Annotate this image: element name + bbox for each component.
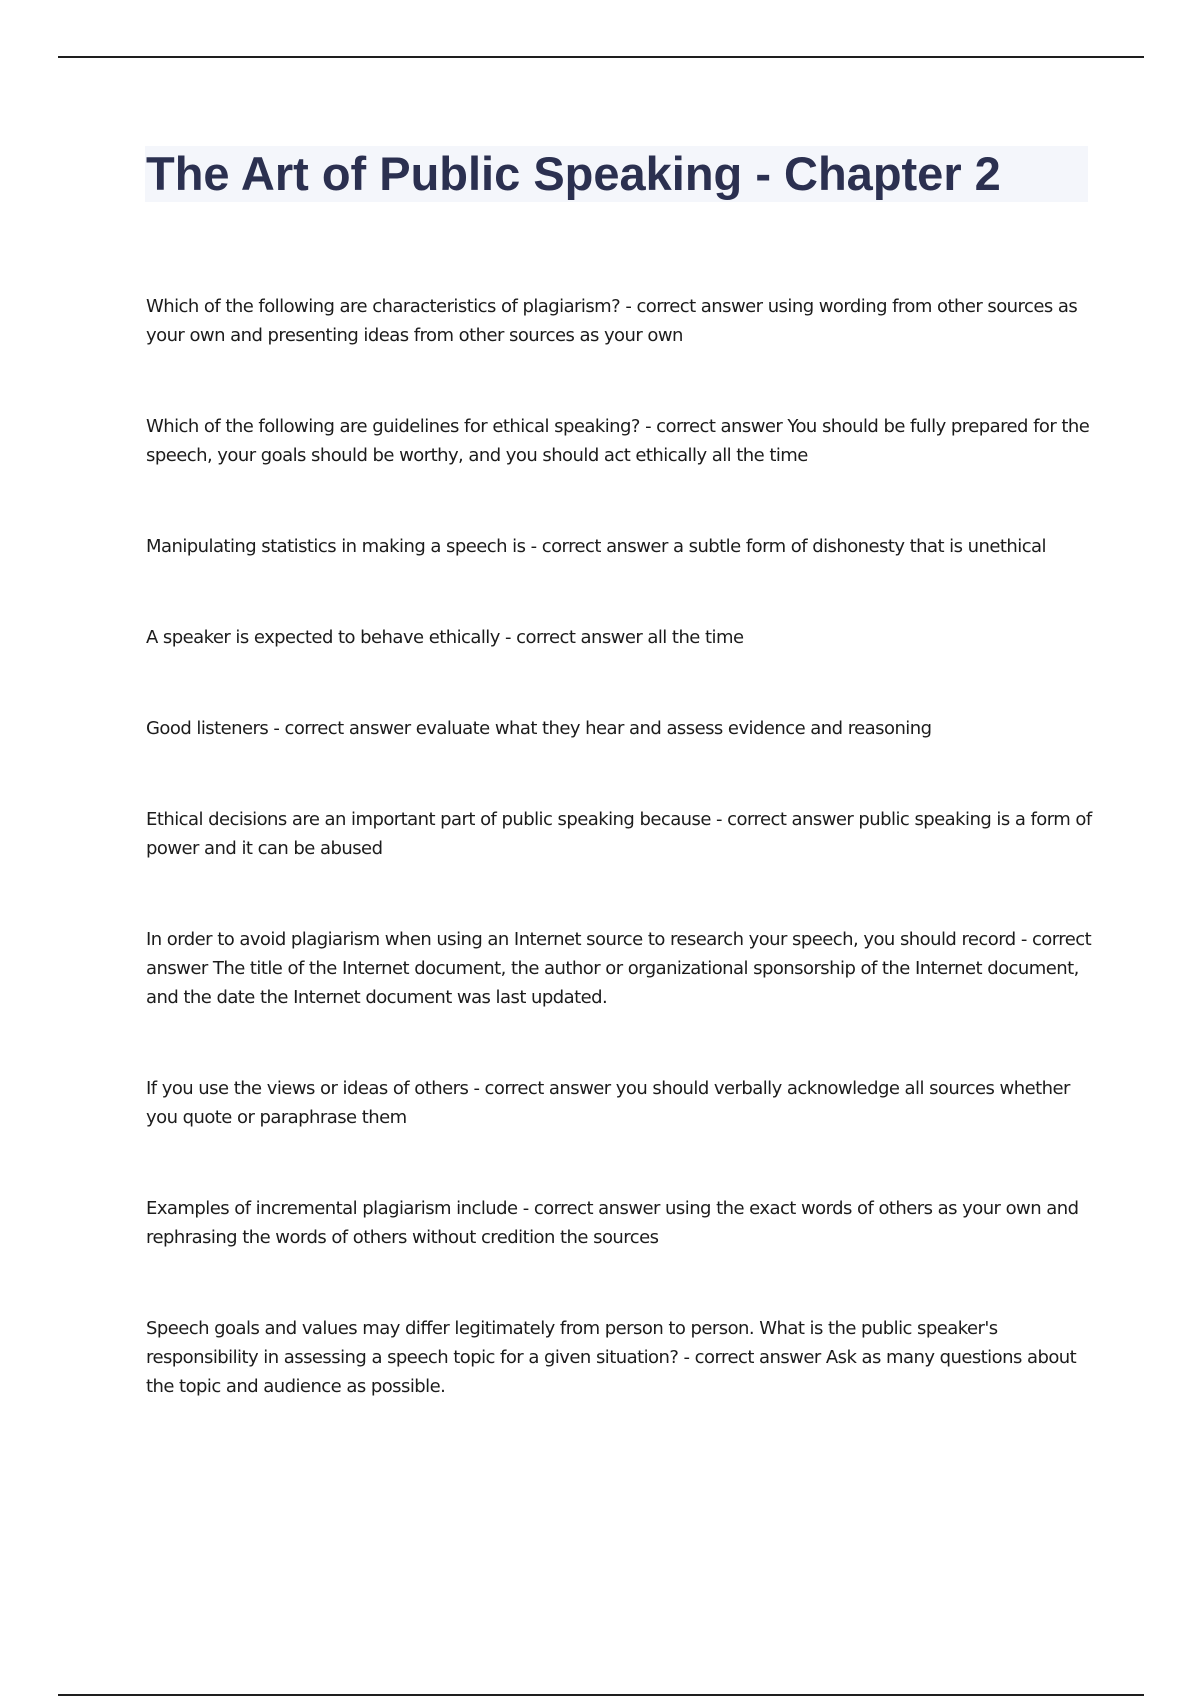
document-title: The Art of Public Speaking - Chapter 2: [146, 147, 1001, 200]
footer-rule: [58, 1694, 1144, 1696]
qa-item-4: A speaker is expected to behave ethically - correct answer all the time: [146, 627, 744, 648]
qa-item-6: Ethical decisions are an important part of public speaking because - correct answer public speaking is a form of power and it can be abused: [146, 809, 1092, 859]
qa-item-5: Good listeners - correct answer evaluate what they hear and assess evidence and reasoning: [146, 718, 932, 739]
qa-item-2: Which of the following are guidelines for ethical speaking? - correct answer You should be fully prepared for the speech, your goals should be worthy, and you should act ethically all the time: [146, 416, 1090, 466]
header-rule: [58, 56, 1144, 58]
qa-item-9: Examples of incremental plagiarism include - correct answer using the exact words of others as your own and rephrasing the words of others without credition the sources: [146, 1198, 1079, 1248]
qa-item-3: Manipulating statistics in making a speech is - correct answer a subtle form of dishonesty that is unethical: [146, 536, 1046, 557]
qa-list: [146, 292, 1092, 1401]
qa-item-10: Speech goals and values may differ legitimately from person to person. What is the public speaker's responsibility in assessing a speech topic for a given situation? - correct answer Ask as many questions about the topic and audience as possible.: [146, 1318, 1077, 1397]
qa-item-1: Which of the following are characteristics of plagiarism? - correct answer using wording from other sources as your own and presenting ideas from other sources as your own: [146, 296, 1078, 346]
qa-item-7: In order to avoid plagiarism when using an Internet source to research your speech, you should record - correct answer The title of the Internet document, the author or organizational sponsorship of the Internet document, and the date the Internet document was last updated.: [146, 929, 1092, 1008]
qa-item-8: If you use the views or ideas of others - correct answer you should verbally acknowledge all sources whether you quote or paraphrase them: [146, 1078, 1070, 1128]
